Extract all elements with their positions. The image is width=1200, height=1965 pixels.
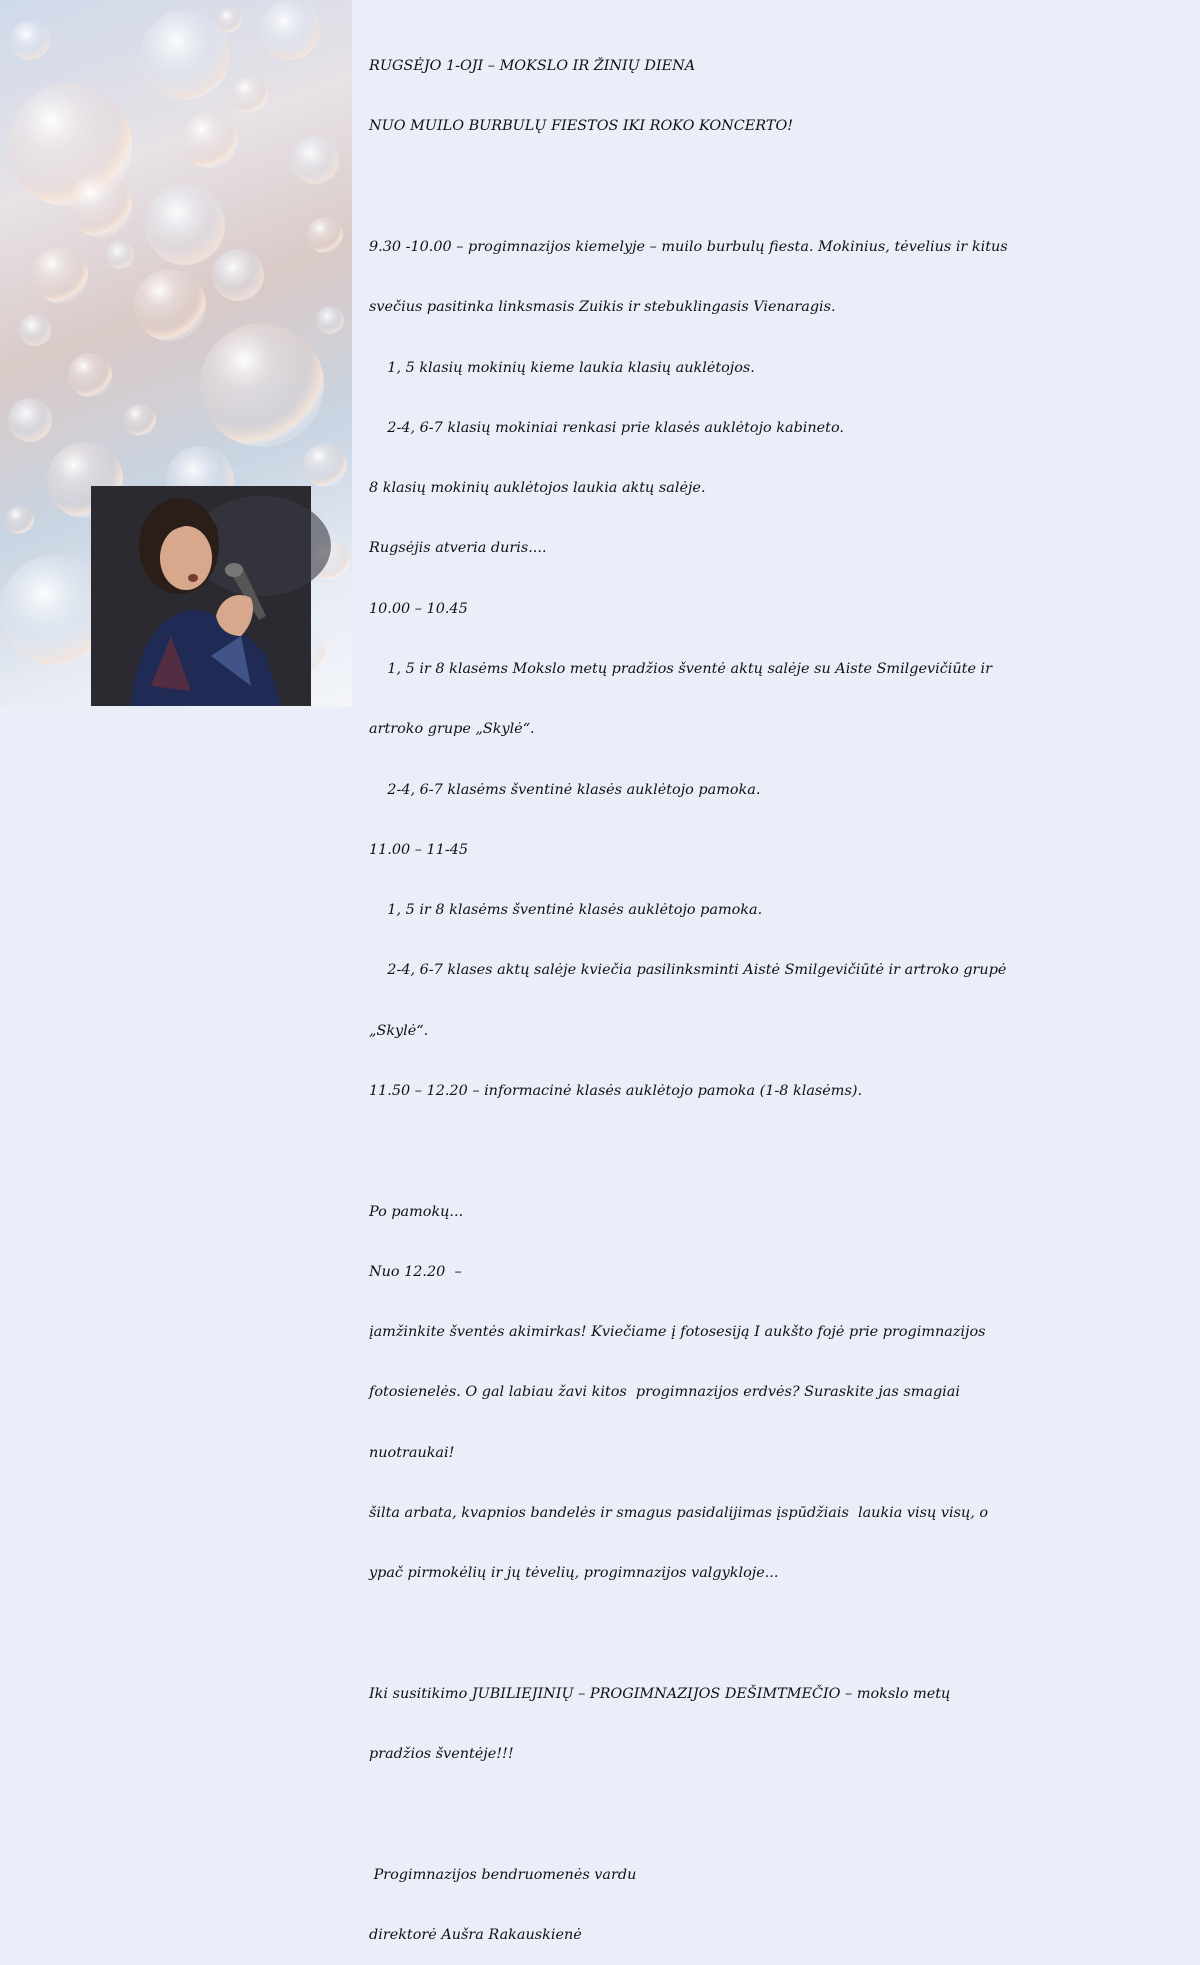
schedule-line: 11.00 – 11-45 bbox=[369, 841, 469, 858]
singer-photo bbox=[91, 486, 311, 706]
schedule-line: Rugsėjis atveria duris.... bbox=[369, 540, 547, 557]
schedule-line: 1, 5 ir 8 klasėms Mokslo metų pradžios šventė aktų salėje su Aiste Smilgevičiūte ir bbox=[369, 661, 993, 677]
after-line: Po pamokų... bbox=[369, 1203, 464, 1220]
after-line: Nuo 12.20 – bbox=[369, 1263, 462, 1280]
schedule-line: svečius pasitinka linksmasis Zuikis ir stebuklingasis Vienaragis. bbox=[369, 299, 836, 316]
schedule-line: 10.00 – 10.45 bbox=[369, 600, 468, 617]
schedule-line: 2-4, 6-7 klasėms šventinė klasės auklėtojo pamoka. bbox=[369, 781, 761, 798]
singer-illustration bbox=[91, 486, 311, 706]
signature-line: Progimnazijos bendruomenės vardu bbox=[369, 1866, 637, 1883]
after-line: šilta arbata, kvapnios bandelės ir smagus pasidalijimas įspūdžiais laukia visų visų, o bbox=[369, 1504, 989, 1521]
schedule-line: 1, 5 ir 8 klasėms šventinė klasės auklėtojo pamoka. bbox=[369, 902, 763, 919]
schedule-line: 11.50 – 12.20 – informacinė klasės auklėtojo pamoka (1-8 klasėms). bbox=[369, 1082, 863, 1099]
after-line: įamžinkite šventės akimirkas! Kviečiame į fotosesiją I aukšto fojė prie progimnazijos bbox=[369, 1324, 986, 1341]
schedule-line: artroko grupe „Skylė“. bbox=[369, 721, 535, 738]
soap-bubbles-image bbox=[0, 0, 352, 707]
schedule-line: 8 klasių mokinių auklėtojos laukia aktų salėje. bbox=[369, 480, 706, 497]
schedule-line: 9.30 -10.00 – progimnazijos kiemelyje – muilo burbulų fiesta. Mokinius, tėvelius ir kitus bbox=[369, 239, 1008, 256]
after-line: ypač pirmokėlių ir jų tėvelių, progimnazijos valgykloje... bbox=[369, 1565, 779, 1582]
after-line: fotosienelės. O gal labiau žavi kitos progimnazijos erdvės? Suraskite jas smagiai bbox=[369, 1384, 960, 1401]
signature-line: direktorė Aušra Rakauskienė bbox=[369, 1926, 582, 1943]
schedule-line: „Skylė“. bbox=[369, 1022, 429, 1039]
after-line: nuotraukai! bbox=[369, 1444, 455, 1461]
schedule-line: 2-4, 6-7 klases aktų salėje kviečia pasilinksminti Aistė Smilgevičiūtė ir artroko grupė bbox=[369, 962, 1007, 979]
title-line-1: RUGSĖJO 1-OJI – MOKSLO IR ŽINIŲ DIENA bbox=[369, 58, 696, 75]
closing-line: pradžios šventėje!!! bbox=[369, 1746, 514, 1763]
schedule-line: 1, 5 klasių mokinių kieme laukia klasių auklėtojos. bbox=[369, 359, 755, 376]
schedule-line: 2-4, 6-7 klasių mokiniai renkasi prie klasės auklėtojo kabineto. bbox=[369, 419, 844, 436]
closing-line: Iki susitikimo JUBILIEJINIŲ – PROGIMNAZIJOS DEŠIMTMEČIO – mokslo metų bbox=[369, 1685, 951, 1702]
title-line-2: NUO MUILO BURBULŲ FIESTOS IKI ROKO KONCERTO! bbox=[369, 118, 794, 135]
announcement-text bbox=[369, 16, 1189, 1965]
